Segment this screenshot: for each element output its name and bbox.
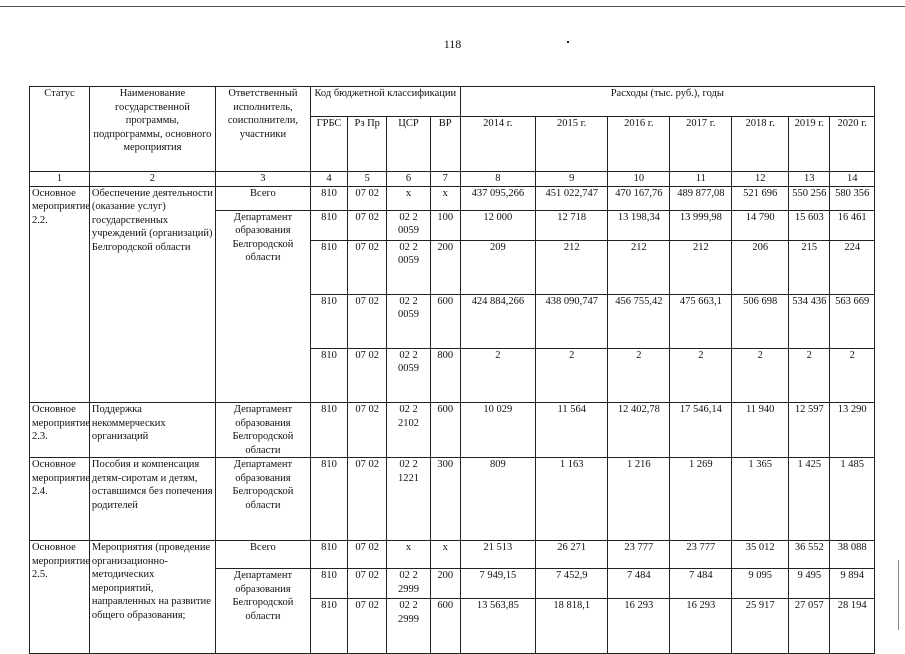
- vr-cell: 600: [430, 599, 460, 654]
- value-cell: 2: [732, 348, 789, 403]
- rzpr-cell: 07 02: [348, 541, 387, 569]
- value-cell: 1 425: [789, 458, 830, 541]
- name-cell: Поддержка некоммерческих организаций: [89, 403, 215, 458]
- value-cell: 534 436: [789, 294, 830, 348]
- column-index: 8: [460, 172, 535, 187]
- column-index: 2: [89, 172, 215, 187]
- header-year: 2015 г.: [536, 117, 608, 172]
- value-cell: 212: [608, 240, 670, 294]
- value-cell: 9 095: [732, 569, 789, 599]
- vr-cell: 300: [430, 458, 460, 541]
- value-cell: 7 949,15: [460, 569, 535, 599]
- budget-table: [29, 86, 875, 654]
- name-cell: Мероприятия (проведение организационно-методических мероприятий, направленных на развитие общего образования;: [89, 541, 215, 654]
- grbs-cell: 810: [310, 541, 347, 569]
- scan-speck: [567, 41, 569, 43]
- rzpr-cell: 07 02: [348, 458, 387, 541]
- value-cell: 215: [789, 240, 830, 294]
- page-fold-mark: [898, 560, 905, 630]
- column-index: 5: [348, 172, 387, 187]
- value-cell: 15 603: [789, 210, 830, 240]
- csr-cell: 02 2 0059: [387, 240, 430, 294]
- header-year: 2014 г.: [460, 117, 535, 172]
- csr-cell: 02 2 0059: [387, 348, 430, 403]
- header-executor: Ответственный исполнитель, соисполнители, участники: [215, 87, 310, 172]
- vr-cell: 800: [430, 348, 460, 403]
- value-cell: 470 167,76: [608, 186, 670, 210]
- value-cell: 10 029: [460, 403, 535, 458]
- rzpr-cell: 07 02: [348, 210, 387, 240]
- column-index: 14: [830, 172, 875, 187]
- value-cell: 17 546,14: [670, 403, 732, 458]
- table-row: [30, 541, 875, 569]
- value-cell: 475 663,1: [670, 294, 732, 348]
- executor-label: Департамент образования Белгородской области: [232, 211, 294, 263]
- value-cell: 11 564: [536, 403, 608, 458]
- rzpr-cell: 07 02: [348, 569, 387, 599]
- status-cell: Основное мероприятие 2.3.: [30, 403, 90, 458]
- value-cell: 212: [670, 240, 732, 294]
- name-cell: Обеспечение деятельности (оказание услуг) государственных учреждений (организаций) Белгородской области: [89, 186, 215, 403]
- grbs-cell: 810: [310, 294, 347, 348]
- value-cell: 437 095,266: [460, 186, 535, 210]
- header-csr: ЦСР: [387, 117, 430, 172]
- value-cell: 209: [460, 240, 535, 294]
- column-index: 1: [30, 172, 90, 187]
- header-grbs: ГРБС: [310, 117, 347, 172]
- value-cell: 2: [830, 348, 875, 403]
- vr-cell: х: [430, 186, 460, 210]
- value-cell: 563 669: [830, 294, 875, 348]
- column-index: 13: [789, 172, 830, 187]
- value-cell: 13 290: [830, 403, 875, 458]
- value-cell: 16 293: [670, 599, 732, 654]
- header-year: 2017 г.: [670, 117, 732, 172]
- vr-cell: 600: [430, 403, 460, 458]
- rzpr-cell: 07 02: [348, 348, 387, 403]
- column-index: 9: [536, 172, 608, 187]
- value-cell: 489 877,08: [670, 186, 732, 210]
- header-year: 2016 г.: [608, 117, 670, 172]
- executor-cell: [215, 210, 310, 263]
- executor-cell: [215, 294, 310, 348]
- value-cell: 35 012: [732, 541, 789, 569]
- executor-cell: Департамент образования Белгородской области: [215, 403, 310, 458]
- csr-cell: 02 2 2102: [387, 403, 430, 458]
- header-vr: ВР: [430, 117, 460, 172]
- value-cell: 2: [608, 348, 670, 403]
- value-cell: 2: [536, 348, 608, 403]
- executor-cell: [215, 569, 310, 622]
- value-cell: 23 777: [608, 541, 670, 569]
- value-cell: 1 216: [608, 458, 670, 541]
- csr-cell: х: [387, 541, 430, 569]
- executor-cell: [215, 348, 310, 403]
- header-year: 2019 г.: [789, 117, 830, 172]
- column-index: 12: [732, 172, 789, 187]
- executor-cell: Департамент образования Белгородской области: [215, 458, 310, 541]
- grbs-cell: 810: [310, 240, 347, 294]
- table-row: [30, 186, 875, 210]
- column-index: 4: [310, 172, 347, 187]
- value-cell: 550 256: [789, 186, 830, 210]
- column-index: 10: [608, 172, 670, 187]
- value-cell: 18 818,1: [536, 599, 608, 654]
- vr-cell: 600: [430, 294, 460, 348]
- rzpr-cell: 07 02: [348, 599, 387, 654]
- value-cell: 521 696: [732, 186, 789, 210]
- value-cell: 16 461: [830, 210, 875, 240]
- rzpr-cell: 07 02: [348, 186, 387, 210]
- value-cell: 12 000: [460, 210, 535, 240]
- value-cell: 26 271: [536, 541, 608, 569]
- value-cell: 212: [536, 240, 608, 294]
- executor-cell: Всего: [215, 186, 310, 210]
- status-cell: Основное мероприятие 2.2.: [30, 186, 90, 403]
- grbs-cell: 810: [310, 403, 347, 458]
- value-cell: 424 884,266: [460, 294, 535, 348]
- grbs-cell: 810: [310, 569, 347, 599]
- header-rzpr: Рз Пр: [348, 117, 387, 172]
- value-cell: 2: [670, 348, 732, 403]
- vr-cell: 200: [430, 569, 460, 599]
- grbs-cell: 810: [310, 348, 347, 403]
- column-index: 3: [215, 172, 310, 187]
- status-cell: Основное мероприятие 2.5.: [30, 541, 90, 654]
- name-cell: Пособия и компенсация детям-сиротам и детям, оставшимся без попечения родителей: [89, 458, 215, 541]
- column-index: 6: [387, 172, 430, 187]
- table-row: [30, 458, 875, 541]
- value-cell: 27 057: [789, 599, 830, 654]
- status-cell: Основное мероприятие 2.4.: [30, 458, 90, 541]
- value-cell: 12 402,78: [608, 403, 670, 458]
- vr-cell: 100: [430, 210, 460, 240]
- value-cell: 1 269: [670, 458, 732, 541]
- value-cell: 9 495: [789, 569, 830, 599]
- value-cell: 21 513: [460, 541, 535, 569]
- value-cell: 2: [460, 348, 535, 403]
- grbs-cell: 810: [310, 599, 347, 654]
- value-cell: 438 090,747: [536, 294, 608, 348]
- value-cell: 28 194: [830, 599, 875, 654]
- value-cell: 206: [732, 240, 789, 294]
- column-index: 7: [430, 172, 460, 187]
- value-cell: 1 485: [830, 458, 875, 541]
- value-cell: 23 777: [670, 541, 732, 569]
- page-top-edge: [0, 6, 905, 7]
- rzpr-cell: 07 02: [348, 403, 387, 458]
- executor-cell: Всего: [215, 541, 310, 569]
- header-code: Код бюджетной классификации: [310, 87, 460, 117]
- table-row: [30, 403, 875, 458]
- value-cell: 16 293: [608, 599, 670, 654]
- rzpr-cell: 07 02: [348, 294, 387, 348]
- value-cell: 36 552: [789, 541, 830, 569]
- csr-cell: 02 2 0059: [387, 210, 430, 240]
- value-cell: 7 484: [608, 569, 670, 599]
- header-year: 2020 г.: [830, 117, 875, 172]
- csr-cell: 02 2 0059: [387, 294, 430, 348]
- vr-cell: 200: [430, 240, 460, 294]
- value-cell: 38 088: [830, 541, 875, 569]
- value-cell: 224: [830, 240, 875, 294]
- executor-label: Департамент образования Белгородской области: [232, 570, 294, 622]
- value-cell: 7 452,9: [536, 569, 608, 599]
- value-cell: 13 999,98: [670, 210, 732, 240]
- header-year: 2018 г.: [732, 117, 789, 172]
- grbs-cell: 810: [310, 210, 347, 240]
- value-cell: 12 718: [536, 210, 608, 240]
- value-cell: 506 698: [732, 294, 789, 348]
- value-cell: 7 484: [670, 569, 732, 599]
- value-cell: 2: [789, 348, 830, 403]
- rzpr-cell: 07 02: [348, 240, 387, 294]
- value-cell: 11 940: [732, 403, 789, 458]
- csr-cell: 02 2 2999: [387, 569, 430, 599]
- value-cell: 13 563,85: [460, 599, 535, 654]
- page-number: 118: [443, 37, 462, 51]
- value-cell: 12 597: [789, 403, 830, 458]
- value-cell: 451 022,747: [536, 186, 608, 210]
- vr-cell: х: [430, 541, 460, 569]
- header-expenses: Расходы (тыс. руб.), годы: [460, 87, 874, 117]
- value-cell: 9 894: [830, 569, 875, 599]
- value-cell: 1 365: [732, 458, 789, 541]
- csr-cell: 02 2 2999: [387, 599, 430, 654]
- column-index: 11: [670, 172, 732, 187]
- value-cell: 14 790: [732, 210, 789, 240]
- csr-cell: х: [387, 186, 430, 210]
- csr-cell: 02 2 1221: [387, 458, 430, 541]
- value-cell: 580 356: [830, 186, 875, 210]
- value-cell: 456 755,42: [608, 294, 670, 348]
- grbs-cell: 810: [310, 186, 347, 210]
- grbs-cell: 810: [310, 458, 347, 541]
- value-cell: 13 198,34: [608, 210, 670, 240]
- value-cell: 809: [460, 458, 535, 541]
- value-cell: 1 163: [536, 458, 608, 541]
- header-status: Статус: [30, 87, 90, 172]
- header-name: Наименование государственной программы, подпрограммы, основного мероприятия: [89, 87, 215, 172]
- value-cell: 25 917: [732, 599, 789, 654]
